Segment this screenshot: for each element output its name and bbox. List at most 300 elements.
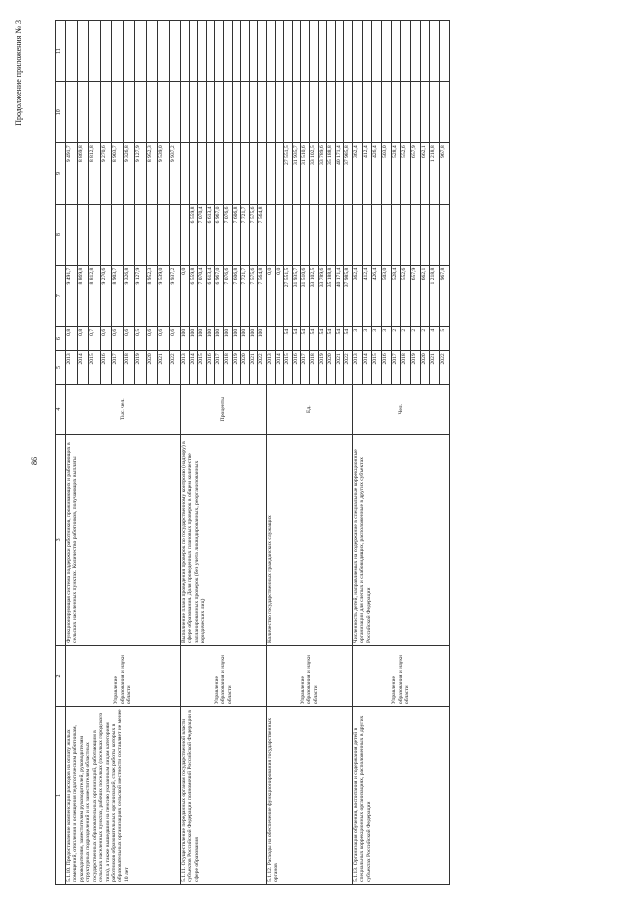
total-cell: 40 171,4 [335,265,344,326]
other-sources-cell [420,21,430,82]
total-cell: 412,4 [362,265,372,326]
regional-budget-cell: 27 551,5 [284,143,293,204]
total-cell: 9 127,9 [135,265,147,326]
federal-budget-cell: 7 606,8 [232,204,241,265]
federal-budget-cell [66,204,78,265]
budget-table [55,20,450,885]
regional-budget-cell: 9 270,6 [100,143,112,204]
year-cell: 2016 [381,351,391,384]
federal-budget-cell [411,204,421,265]
indicator-value-cell: 0,6 [158,326,170,350]
other-sources-cell [189,21,198,82]
local-budget-cell [223,82,232,143]
indicator-value-cell: 0,7 [89,326,101,350]
year-cell: 2018 [309,351,318,384]
indicator-value-cell: 3 [381,326,391,350]
year-cell: 2014 [189,351,198,384]
regional-budget-cell: 35 188,8 [327,143,336,204]
indicator-value-cell: 4 [430,326,440,350]
other-sources-cell [146,21,158,82]
indicator-value-cell: 2 [411,326,421,350]
year-cell: 2017 [215,351,224,384]
executor-cell: Управление образования и науки области [66,645,181,706]
total-cell: 362,4 [352,265,362,326]
total-cell: 7 721,7 [241,265,250,326]
other-sources-cell [362,21,372,82]
local-budget-cell [181,82,190,143]
regional-budget-cell [181,143,190,204]
other-sources-cell [169,21,181,82]
regional-budget-cell: 362,4 [352,143,362,204]
regional-budget-cell: 9 937,2 [169,143,181,204]
total-cell: 9 270,6 [100,265,112,326]
indicator-value-cell: 0,6 [123,326,135,350]
regional-budget-cell [266,143,275,204]
regional-budget-cell [206,143,215,204]
total-cell: 7 076,6 [223,265,232,326]
indicator-value-cell: 3 [362,326,372,350]
executor-cell: Управление образования и науки области [352,645,449,706]
year-cell: 2018 [123,351,135,384]
local-budget-cell [309,82,318,143]
unit-cell: Ед. [266,384,352,434]
federal-budget-cell: 7 575,6 [249,204,258,265]
federal-budget-cell [292,204,301,265]
indicator-value-cell: 54 [327,326,336,350]
continuation-note: Продолжение приложения № 3 [14,20,23,126]
year-cell: 2021 [249,351,258,384]
federal-budget-cell [301,204,310,265]
local-budget-cell [381,82,391,143]
local-budget-cell [318,82,327,143]
regional-budget-cell: 8 903,7 [112,143,124,204]
total-cell: 6 613,4 [206,265,215,326]
page-number: 86 [30,457,39,465]
year-cell: 2022 [169,351,181,384]
regional-budget-cell: 9 539,0 [158,143,170,204]
regional-budget-cell: 412,4 [362,143,372,204]
column-header: 1 [56,707,66,885]
federal-budget-cell [309,204,318,265]
other-sources-cell [206,21,215,82]
federal-budget-cell [391,204,401,265]
local-budget-cell [401,82,411,143]
other-sources-cell [249,21,258,82]
year-cell: 2021 [430,351,440,384]
total-cell: 6 967,0 [215,265,224,326]
federal-budget-cell [420,204,430,265]
local-budget-cell [89,82,101,143]
regional-budget-cell [223,143,232,204]
other-sources-cell [241,21,250,82]
other-sources-cell [391,21,401,82]
indicator-value-cell: 0,8 [66,326,78,350]
local-budget-cell [411,82,421,143]
federal-budget-cell [352,204,362,265]
total-cell: 35 188,8 [327,265,336,326]
indicator-value-cell [275,326,284,350]
indicator-cell: Выполнение плана проведения проверок по государственному контролю (надзору) в сфере образования. Доля проведенных плановых проверок в общем количестве запланированных проверок (без учета ликвидированных, реорганизованных юридических лиц) [181,434,267,645]
indicator-value-cell: 0,5 [135,326,147,350]
total-cell: 37 985,8 [344,265,353,326]
year-cell: 2019 [232,351,241,384]
federal-budget-cell [146,204,158,265]
total-cell: 967,8 [440,265,450,326]
executor-cell: Управление образования и науки области [181,645,267,706]
total-cell: 9 937,2 [169,265,181,326]
local-budget-cell [391,82,401,143]
year-cell: 2020 [241,351,250,384]
table-row [266,21,275,885]
total-cell: 9 491,7 [66,265,78,326]
indicator-value-cell: 0,6 [112,326,124,350]
federal-budget-cell [123,204,135,265]
indicator-value-cell: 100 [215,326,224,350]
local-budget-cell [335,82,344,143]
total-cell: 33 102,5 [309,265,318,326]
federal-budget-cell [181,204,190,265]
indicator-value-cell: 54 [344,326,353,350]
year-cell: 2020 [327,351,336,384]
federal-budget-cell [158,204,170,265]
indicator-value-cell: 3 [352,326,362,350]
local-budget-cell [135,82,147,143]
indicator-value-cell: 54 [335,326,344,350]
regional-budget-cell: 662,1 [420,143,430,204]
other-sources-cell [292,21,301,82]
federal-budget-cell [440,204,450,265]
local-budget-cell [206,82,215,143]
unit-cell: Проценты [181,384,267,434]
indicator-value-cell: 100 [189,326,198,350]
total-cell: 528,4 [391,265,401,326]
federal-budget-cell: 7 721,7 [241,204,250,265]
other-sources-cell [401,21,411,82]
total-cell: 8 869,8 [77,265,89,326]
local-budget-cell [189,82,198,143]
local-budget-cell [362,82,372,143]
other-sources-cell [223,21,232,82]
other-sources-cell [440,21,450,82]
local-budget-cell [440,82,450,143]
year-cell: 2013 [352,351,362,384]
column-header: 6 [56,326,66,350]
year-cell: 2016 [100,351,112,384]
local-budget-cell [198,82,207,143]
table-row [352,21,362,885]
indicator-value-cell: 5 [440,326,450,350]
local-budget-cell [77,82,89,143]
year-cell: 2015 [198,351,207,384]
other-sources-cell [215,21,224,82]
other-sources-cell [66,21,78,82]
column-header: 7 [56,265,66,326]
regional-budget-cell: 967,8 [440,143,450,204]
local-budget-cell [249,82,258,143]
indicator-value-cell: 100 [181,326,190,350]
other-sources-cell [266,21,275,82]
unit-cell: Тыс. чел. [66,384,181,434]
year-cell: 2013 [66,351,78,384]
regional-budget-cell [232,143,241,204]
year-cell: 2021 [158,351,170,384]
regional-budget-cell: 40 171,4 [335,143,344,204]
indicator-value-cell: 0,8 [77,326,89,350]
executor-cell: Управление образования и науки области [266,645,352,706]
event-name-cell: 5.1.11. Осуществление переданных органам государственной власти субъектов Российской Федерации полномочий Российской Федерации в сфере образования [181,707,267,885]
regional-budget-cell: 9 326,8 [123,143,135,204]
total-cell: 657,9 [411,265,421,326]
total-cell: 0,0 [266,265,275,326]
other-sources-cell [430,21,440,82]
local-budget-cell [420,82,430,143]
regional-budget-cell: 31 510,6 [301,143,310,204]
regional-budget-cell: 37 985,8 [344,143,353,204]
other-sources-cell [301,21,310,82]
local-budget-cell [169,82,181,143]
column-header: 5 [56,351,66,384]
other-sources-cell [372,21,382,82]
indicator-value-cell: 100 [223,326,232,350]
local-budget-cell [241,82,250,143]
table-row [181,21,190,885]
federal-budget-cell: 7 070,4 [198,204,207,265]
regional-budget-cell: 9 127,9 [135,143,147,204]
federal-budget-cell [100,204,112,265]
regional-budget-cell: 31 935,7 [292,143,301,204]
local-budget-cell [232,82,241,143]
indicator-value-cell: 0,6 [100,326,112,350]
local-budget-cell [275,82,284,143]
other-sources-cell [181,21,190,82]
column-header: 8 [56,204,66,265]
federal-budget-cell [327,204,336,265]
column-header: 9 [56,143,66,204]
indicator-value-cell: 2 [391,326,401,350]
other-sources-cell [284,21,293,82]
federal-budget-cell [401,204,411,265]
regional-budget-cell: 8 869,8 [77,143,89,204]
year-cell: 2018 [223,351,232,384]
local-budget-cell [292,82,301,143]
other-sources-cell [258,21,267,82]
year-cell: 2017 [391,351,401,384]
unit-cell: Чел. [352,384,449,434]
federal-budget-cell: 6 559,8 [189,204,198,265]
federal-budget-cell [362,204,372,265]
year-cell: 2016 [206,351,215,384]
regional-budget-cell [189,143,198,204]
total-cell: 7 564,8 [258,265,267,326]
total-cell: 31 510,6 [301,265,310,326]
regional-budget-cell: 1 218,8 [430,143,440,204]
indicator-value-cell: 0,6 [169,326,181,350]
local-budget-cell [266,82,275,143]
indicator-value-cell: 2 [401,326,411,350]
column-header: 3 [56,434,66,645]
total-cell: 8 903,7 [112,265,124,326]
year-cell: 2022 [344,351,353,384]
other-sources-cell [158,21,170,82]
total-cell: 33 789,6 [318,265,327,326]
regional-budget-cell [241,143,250,204]
other-sources-cell [100,21,112,82]
indicator-value-cell: 54 [301,326,310,350]
local-budget-cell [123,82,135,143]
indicator-cell: Количество государственных гражданских служащих [266,434,352,645]
federal-budget-cell [430,204,440,265]
local-budget-cell [352,82,362,143]
federal-budget-cell [275,204,284,265]
total-cell: 7 606,8 [232,265,241,326]
indicator-value-cell [266,326,275,350]
column-header: 11 [56,21,66,82]
other-sources-cell [352,21,362,82]
total-cell: 8 812,8 [89,265,101,326]
other-sources-cell [89,21,101,82]
other-sources-cell [309,21,318,82]
year-cell: 2021 [335,351,344,384]
federal-budget-cell: 7 076,6 [223,204,232,265]
local-budget-cell [372,82,382,143]
federal-budget-cell [169,204,181,265]
year-cell: 2019 [318,351,327,384]
year-cell: 2016 [292,351,301,384]
indicator-value-cell: 100 [241,326,250,350]
year-cell: 2014 [362,351,372,384]
total-cell: 662,1 [420,265,430,326]
year-cell: 2019 [135,351,147,384]
regional-budget-cell: 8 952,3 [146,143,158,204]
other-sources-cell [198,21,207,82]
other-sources-cell [344,21,353,82]
year-cell: 2018 [401,351,411,384]
total-cell: 503,0 [381,265,391,326]
local-budget-cell [100,82,112,143]
column-header: 2 [56,645,66,706]
indicator-cell: Функционирующая система поддержки работников, проживающих и работающих в сельских населенных пунктах. Количество работников, получающих выплаты [66,434,181,645]
total-cell: 426,4 [372,265,382,326]
total-cell: 8 952,3 [146,265,158,326]
year-cell: 2020 [146,351,158,384]
year-cell: 2017 [301,351,310,384]
other-sources-cell [123,21,135,82]
indicator-value-cell: 54 [292,326,301,350]
regional-budget-cell [275,143,284,204]
indicator-value-cell: 3 [372,326,382,350]
year-cell: 2013 [266,351,275,384]
indicator-cell: Численность детей, направляемых на содержание в специальные коррекционные организации для слепых и слабовидящих, расположенные в других субъектах Российской Федерации [352,434,449,645]
year-cell: 2015 [284,351,293,384]
year-cell: 2015 [372,351,382,384]
regional-budget-cell [215,143,224,204]
federal-budget-cell [335,204,344,265]
other-sources-cell [135,21,147,82]
year-cell: 2017 [112,351,124,384]
total-cell: 6 559,8 [189,265,198,326]
other-sources-cell [327,21,336,82]
other-sources-cell [411,21,421,82]
other-sources-cell [318,21,327,82]
year-cell: 2013 [181,351,190,384]
regional-budget-cell: 657,9 [411,143,421,204]
total-cell: 0,0 [181,265,190,326]
column-header: 4 [56,384,66,434]
other-sources-cell [335,21,344,82]
local-budget-cell [284,82,293,143]
local-budget-cell [112,82,124,143]
federal-budget-cell [89,204,101,265]
federal-budget-cell: 7 564,8 [258,204,267,265]
indicator-value-cell: 54 [318,326,327,350]
total-cell: 7 575,6 [249,265,258,326]
regional-budget-cell [198,143,207,204]
federal-budget-cell [135,204,147,265]
indicator-value-cell: 54 [309,326,318,350]
regional-budget-cell: 8 812,8 [89,143,101,204]
local-budget-cell [66,82,78,143]
federal-budget-cell [318,204,327,265]
column-header: 10 [56,82,66,143]
federal-budget-cell [266,204,275,265]
indicator-value-cell: 100 [249,326,258,350]
other-sources-cell [112,21,124,82]
federal-budget-cell [284,204,293,265]
table-row [66,21,78,885]
total-cell: 7 070,4 [198,265,207,326]
federal-budget-cell [77,204,89,265]
event-name-cell: 5.1.10. Предоставление компенсации расходов на оплату жилых помещений, отопления и освещения педагогическим работникам, руководителям, заместителям руководителей, руководителям структурных подразделений и их заместителям областных государственных образовательных организаций, работающим в сельских населенных пунктах, рабочих поселках (поселках городского типа), а также вышедшим на пенсию указанным лицам категориям работников образовательных организаций, стаж работы которых в образовательных организациях сельской местности составляет не менее 10 лет [66,707,181,885]
indicator-value-cell: 2 [420,326,430,350]
other-sources-cell [77,21,89,82]
regional-budget-cell: 9 491,7 [66,143,78,204]
other-sources-cell [275,21,284,82]
local-budget-cell [327,82,336,143]
other-sources-cell [381,21,391,82]
regional-budget-cell: 503,0 [381,143,391,204]
indicator-value-cell: 100 [232,326,241,350]
year-cell: 2019 [411,351,421,384]
total-cell: 9 539,0 [158,265,170,326]
federal-budget-cell [381,204,391,265]
regional-budget-cell: 528,4 [391,143,401,204]
year-cell: 2014 [275,351,284,384]
local-budget-cell [146,82,158,143]
regional-budget-cell [258,143,267,204]
year-cell: 2022 [258,351,267,384]
local-budget-cell [215,82,224,143]
indicator-value-cell: 54 [284,326,293,350]
other-sources-cell [232,21,241,82]
local-budget-cell [344,82,353,143]
year-cell: 2020 [420,351,430,384]
federal-budget-cell: 6 967,0 [215,204,224,265]
federal-budget-cell [372,204,382,265]
total-cell: 9 326,8 [123,265,135,326]
indicator-value-cell: 100 [258,326,267,350]
total-cell: 31 935,7 [292,265,301,326]
total-cell: 1 218,8 [430,265,440,326]
year-cell: 2022 [440,351,450,384]
local-budget-cell [301,82,310,143]
local-budget-cell [258,82,267,143]
total-cell: 552,6 [401,265,411,326]
regional-budget-cell: 33 789,6 [318,143,327,204]
year-cell: 2014 [77,351,89,384]
column-number-row [56,21,66,885]
indicator-value-cell: 100 [206,326,215,350]
regional-budget-cell: 426,4 [372,143,382,204]
